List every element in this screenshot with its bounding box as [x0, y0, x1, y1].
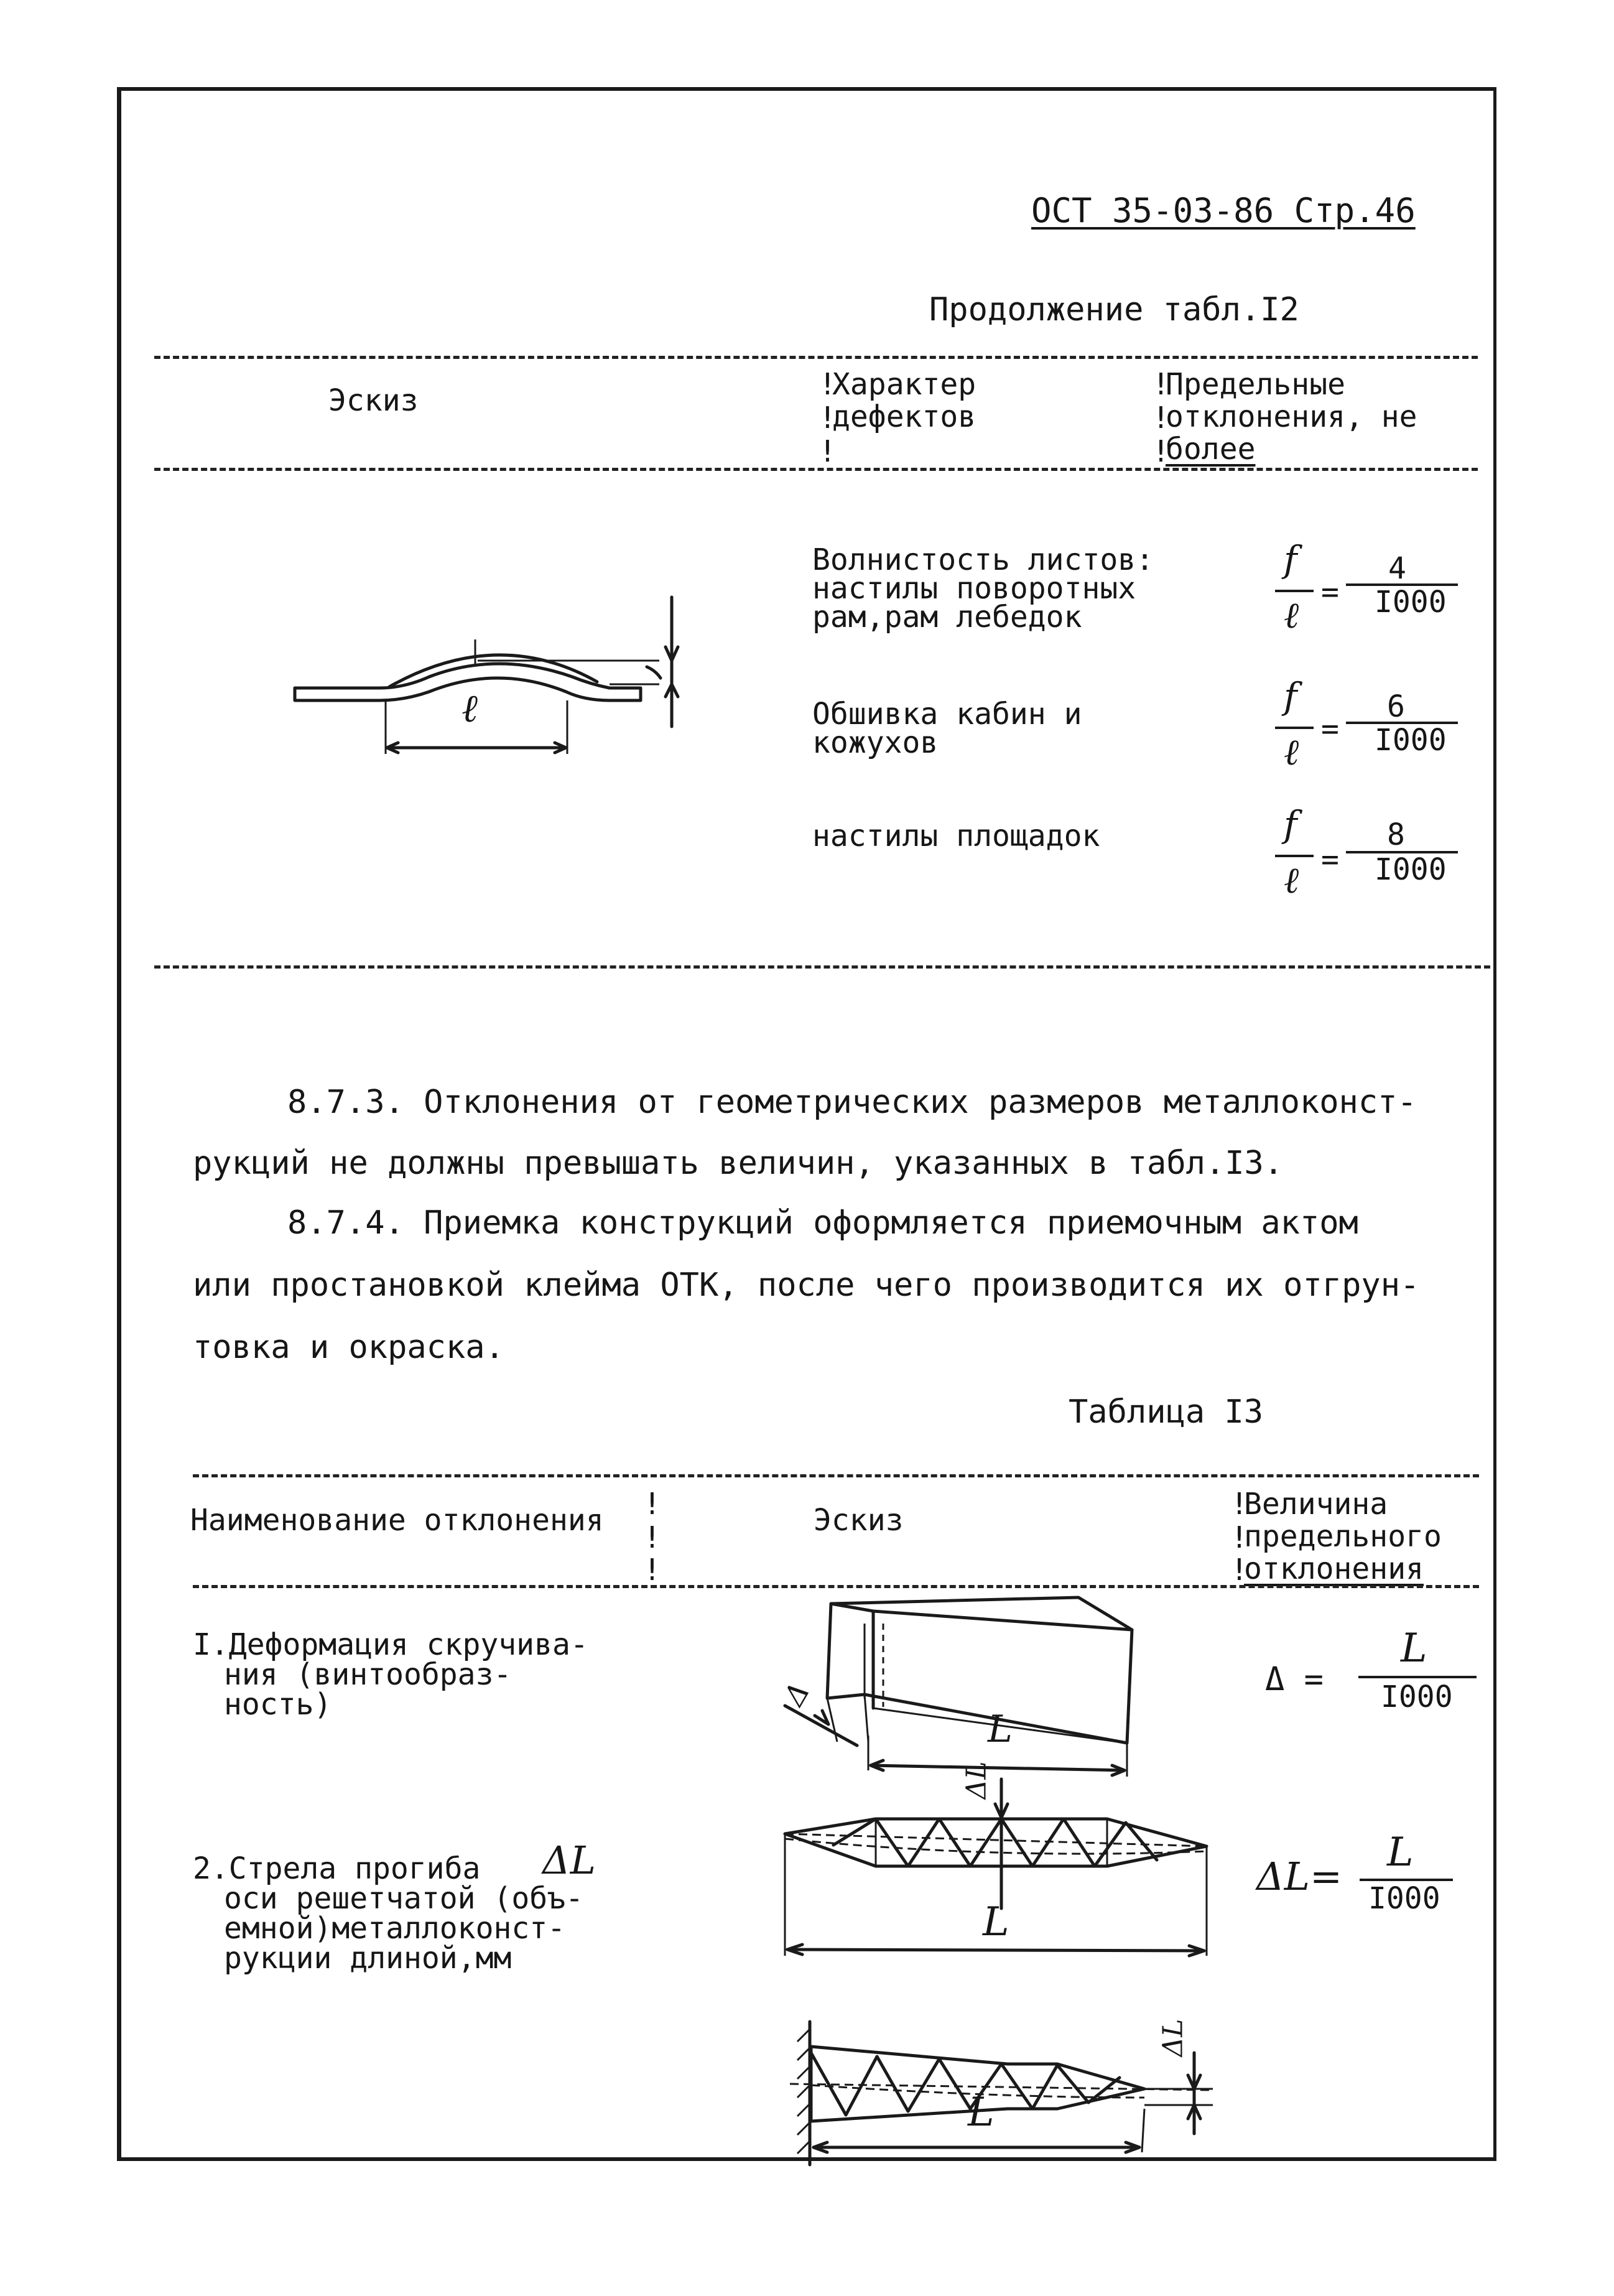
table13-title: Таблица I3 [1069, 1393, 1264, 1431]
truss-limit-formula: ΔL= L I000 [1256, 1833, 1480, 1938]
defect-row1-line2: настилы поворотных [812, 571, 1136, 606]
paragraph-8-7-3-line2: рукций не должны превышать величин, указанных в табл.I3. [193, 1145, 1284, 1182]
table-continuation-title: Продолжение табл.I2 [929, 291, 1299, 328]
document-reference: ОСТ 35-03-86 Стр.46 [1031, 191, 1416, 230]
deviation-row2-line2: оси решетчатой (объ- [224, 1881, 583, 1916]
defect-row1-line3: рам,рам лебедок [812, 600, 1082, 634]
table13-col-value: Величина [1244, 1487, 1388, 1522]
table12-col-separator-2: ! [1152, 367, 1170, 402]
truss-sketch-length-label: L [983, 1899, 1009, 1945]
deviation-row2-line1: 2.Стрела прогиба [193, 1851, 481, 1886]
deviation-row2-line4: рукции длиной,мм [224, 1941, 512, 1976]
limit-row3-formula: f ℓ = 8 I000 [1275, 806, 1474, 912]
deviation-row2-line3: емной)металлоконст- [224, 1911, 566, 1946]
table13-col-sketch: Эскиз [814, 1503, 904, 1538]
paragraph-8-7-4-line3: товка и окраска. [193, 1329, 504, 1366]
paragraph-8-7-4-line1: 8.7.4. Приемка конструкций оформляется приемочным актом [287, 1204, 1358, 1242]
deviation-row1-line2: ния (винтообраз- [224, 1657, 512, 1692]
defect-row2-line2: кожухов [812, 725, 939, 760]
table13-col-name: Наименование отклонения [190, 1503, 604, 1538]
deviation-row1-line3: ность) [224, 1687, 332, 1722]
twist-sketch-length-label: L [988, 1708, 1013, 1751]
defect-row3-line1: настилы площадок [812, 819, 1100, 853]
sketch-length-label: ℓ [461, 686, 478, 731]
table13-col-separator: ! [643, 1487, 661, 1522]
paragraph-8-7-4-line2: или простановкой клейма ОТК, после чего производится их отгрун- [193, 1267, 1420, 1304]
deviation-row2-symbol: ΔL [542, 1838, 596, 1883]
deviation-row1-line1: I.Деформация скручива- [193, 1627, 588, 1662]
truss-sketch-dl-label: ΔL [960, 1761, 993, 1800]
defect-row2-line1: Обшивка кабин и [812, 697, 1082, 732]
twist-limit-formula: Δ = L I000 [1265, 1629, 1489, 1734]
defect-row1-line1: Волнистость листов: [812, 542, 1154, 577]
cantilever-sketch-dl-label: ΔL [1157, 2019, 1189, 2057]
table12-col-sketch: Эскиз [328, 383, 419, 418]
limit-row1-formula: f ℓ = 4 I000 [1275, 541, 1474, 647]
limit-row2-formula: f ℓ = 6 I000 [1275, 678, 1474, 784]
table12-col-separator: ! [819, 367, 837, 402]
table12-col-limit: Предельные [1166, 367, 1345, 402]
twist-sketch-delta-label: Δ [776, 1676, 817, 1711]
table12-col-defects: Характер [832, 367, 976, 402]
cantilever-sketch-length-label: L [968, 2089, 995, 2136]
table13-col-separator-2: ! [1230, 1487, 1248, 1522]
paragraph-8-7-3-line1: 8.7.3. Отклонения от геометрических размеров металлоконст- [287, 1084, 1417, 1121]
